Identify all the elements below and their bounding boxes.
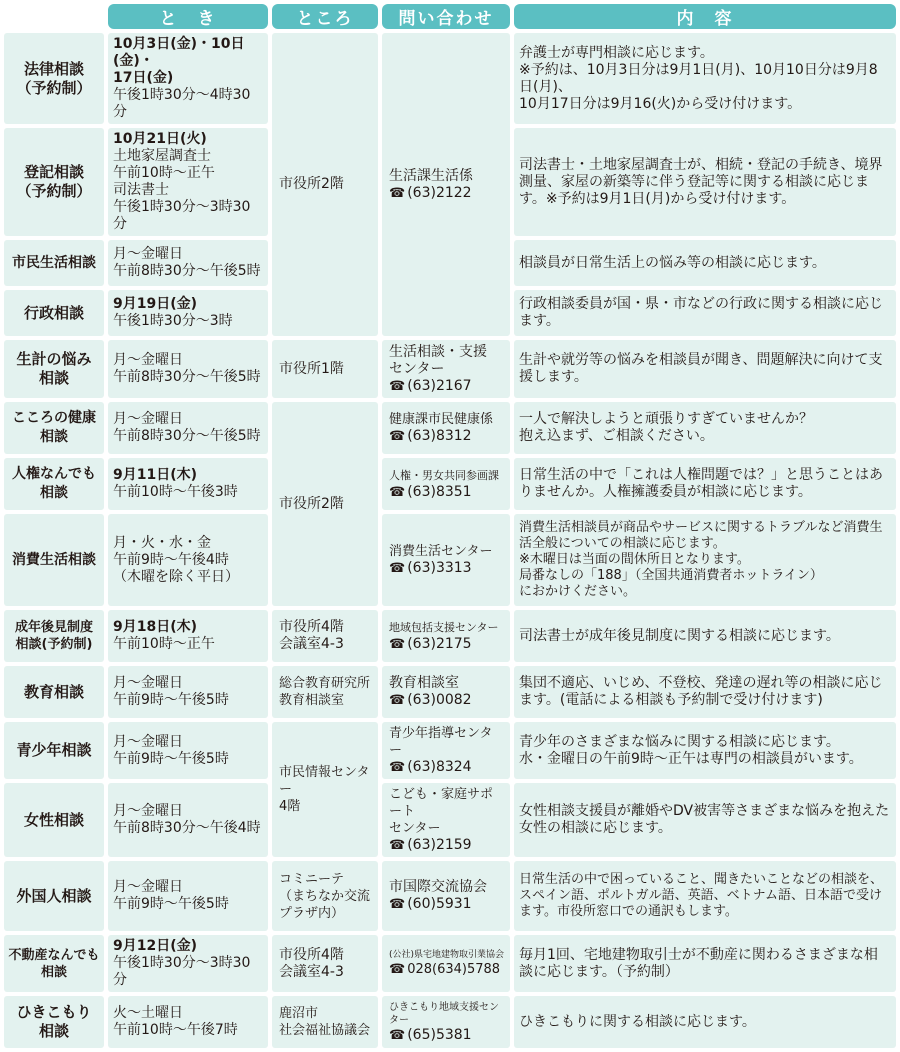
category: 生計の悩み 相談	[4, 340, 104, 398]
contact: 教育相談室	[389, 675, 459, 691]
content: ひきこもりに関する相談に応じます。	[514, 996, 896, 1048]
phone: ☎ (63)8324	[389, 759, 505, 776]
contact: (公社)県宅地建物取引業協会	[389, 950, 505, 960]
date: 10月21日(火)	[113, 131, 207, 147]
category: 成年後見制度 相談(予約制)	[4, 610, 104, 662]
time: 午前10時～正午	[113, 636, 215, 652]
time: 月～金曜日 午前9時～午後5時	[113, 675, 229, 708]
phone: ☎ (63)8312	[389, 428, 505, 445]
content: 相談員が日常生活上の悩み等の相談に応じます。	[514, 240, 896, 286]
time: 月～金曜日 午前8時30分～午後5時	[113, 411, 261, 444]
category: 法律相談 （予約制）	[4, 33, 104, 124]
category: 行政相談	[4, 290, 104, 336]
place: 市役所2階	[272, 33, 378, 336]
category: こころの健康 相談	[4, 402, 104, 454]
place: 市役所2階	[272, 402, 378, 606]
header-when: と き	[108, 4, 268, 29]
place: 市役所4階 会議室4-3	[272, 935, 378, 992]
phone: ☎ (65)5381	[389, 1027, 505, 1044]
contact: 人権・男女共同参画課	[389, 469, 499, 482]
place: コミニーテ （まちなか交流 プラザ内）	[272, 861, 378, 931]
content: 女性相談支援員が離婚やDV被害等さまざまな悩みを抱えた女性の相談に応じます。	[514, 783, 896, 857]
place: 市役所1階	[272, 340, 378, 398]
phone: ☎ (63)8351	[389, 484, 505, 501]
time: 月～金曜日 午前8時30分～午後5時	[113, 352, 261, 385]
time: 月～金曜日 午前8時30分～午後5時	[113, 246, 261, 279]
content: 日常生活の中で「これは人権問題では？」と思うことはありませんか。人権擁護委員が相談に応じます。	[514, 458, 896, 510]
table-row	[4, 514, 896, 606]
time: 火～土曜日 午前10時～午後7時	[113, 1005, 238, 1038]
phone: ☎ (63)2175	[389, 636, 505, 653]
content: 一人で解決しようと頑張りすぎていませんか？ 抱え込まず、ご相談ください。	[514, 402, 896, 454]
contact: こども・家庭サポート センター	[389, 787, 494, 836]
time: 午後1時30分～3時	[113, 313, 233, 329]
content: 生計や就労等の悩みを相談員が聞き、問題解決に向けて支援します。	[514, 340, 896, 398]
date: 10月3日(金)・10日(金)・ 17日(金)	[113, 36, 245, 86]
content: 集団不適応、いじめ、不登校、発達の遅れ等の相談に応じます。(電話による相談も予約制で受け付けます)	[514, 666, 896, 718]
category: 青少年相談	[4, 722, 104, 779]
table-row	[4, 33, 896, 124]
table-row	[4, 996, 896, 1048]
category: 市民生活相談	[4, 240, 104, 286]
contact: 青少年指導センター	[389, 726, 493, 758]
phone: ☎ (63)2159	[389, 837, 505, 854]
content: 日常生活の中で困っていること、聞きたいことなどの相談を、スペイン語、ポルトガル語、英語、ベトナム語、日本語で受けます。市役所窓口での通訳もします。	[514, 861, 896, 931]
place: 市民情報センター 4階	[272, 722, 378, 857]
phone: ☎ (63)2167	[389, 378, 505, 395]
content: 行政相談委員が国・県・市などの行政に関する相談に応じます。	[514, 290, 896, 336]
place: 総合教育研究所 教育相談室	[272, 666, 378, 718]
content: 司法書士・土地家屋調査士が、相続・登記の手続き、境界測量、家屋の新築等に伴う登記等に関する相談に応じます。※予約は9月1日(月)から受け付けます。	[514, 128, 896, 236]
contact: 健康課市民健康係	[389, 412, 494, 427]
place: 鹿沼市 社会福祉協議会	[272, 996, 378, 1048]
category: 女性相談	[4, 783, 104, 857]
category: ひきこもり 相談	[4, 996, 104, 1048]
table-header	[4, 4, 896, 29]
table-row	[4, 935, 896, 992]
time: 土地家屋調査士 午前10時～正午 司法書士 午後1時30分～3時30分	[113, 148, 251, 232]
date: 9月18日(木)	[113, 619, 198, 635]
phone: ☎ (63)0082	[389, 692, 505, 709]
content: 弁護士が専門相談に応じます。	[519, 44, 714, 61]
header-contact: 問い合わせ	[382, 4, 510, 29]
time: 月～金曜日 午前8時30分～午後4時	[113, 803, 261, 836]
category: 教育相談	[4, 666, 104, 718]
table-row	[4, 340, 896, 398]
category: 外国人相談	[4, 861, 104, 931]
time: 午前10時～午後3時	[113, 484, 238, 500]
table-row	[4, 458, 896, 510]
table-row	[4, 722, 896, 779]
contact: 市国際交流協会	[389, 879, 487, 895]
content: 司法書士が成年後見制度に関する相談に応じます。	[514, 610, 896, 662]
category: 登記相談 （予約制）	[4, 128, 104, 236]
time: 月～金曜日 午前9時～午後5時	[113, 733, 229, 767]
content: 消費生活相談員が商品やサービスに関するトラブルなど消費生活全般についての相談に応じます。	[519, 520, 883, 551]
contact: 生活課生活係	[389, 167, 473, 184]
date: 9月19日(金)	[113, 296, 198, 312]
contact: 地域包括支援センター	[389, 621, 499, 634]
phone: ☎ (63)3313	[389, 560, 505, 577]
table-row	[4, 666, 896, 718]
note: ※予約は、10月3日分は9月1日(月)、10月10日分は9月8日(月)、 10月17日分は9月16(火)から受け付けます。	[519, 61, 878, 112]
contact: 生活相談・支援 センター	[389, 343, 487, 377]
content: 青少年のさまざまな悩みに関する相談に応じます。 水・金曜日の午前9時～正午は専門の相談員がいます。	[514, 722, 896, 779]
category: 人権なんでも 相談	[4, 458, 104, 510]
time: 午後1時30分～4時30分	[113, 87, 251, 120]
time: 月～金曜日 午前9時～午後5時	[113, 879, 229, 912]
category: 不動産なんでも 相談	[4, 935, 104, 992]
phone: ☎ 028(634)5788	[389, 961, 505, 978]
content: 毎月1回、宅地建物取引士が不動産に関わるさまざまな相談に応じます。（予約制）	[514, 935, 896, 992]
time: 午後1時30分～3時30分	[113, 955, 251, 988]
time: 月・火・水・金 午前9時～午後4時 （木曜を除く平日）	[113, 534, 239, 585]
contact: 消費生活センター	[389, 544, 493, 559]
note: ※木曜日は当面の間休所日となります。 局番なしの「188」（全国共通消費者ホットライン） におかけください。	[519, 552, 823, 599]
date: 9月12日(金)	[113, 938, 198, 954]
table-row	[4, 783, 896, 857]
phone: ☎ (60)5931	[389, 896, 505, 913]
header-place: ところ	[272, 4, 378, 29]
place: 市役所4階 会議室4-3	[272, 610, 378, 662]
phone: ☎ (63)2122	[389, 185, 505, 202]
table-row	[4, 861, 896, 931]
date: 9月11日(木)	[113, 467, 198, 483]
category: 消費生活相談	[4, 514, 104, 606]
contact: ひきこもり地域支援センター	[389, 1001, 499, 1026]
table-row	[4, 402, 896, 454]
header-content: 内 容	[514, 4, 896, 29]
table-row	[4, 610, 896, 662]
